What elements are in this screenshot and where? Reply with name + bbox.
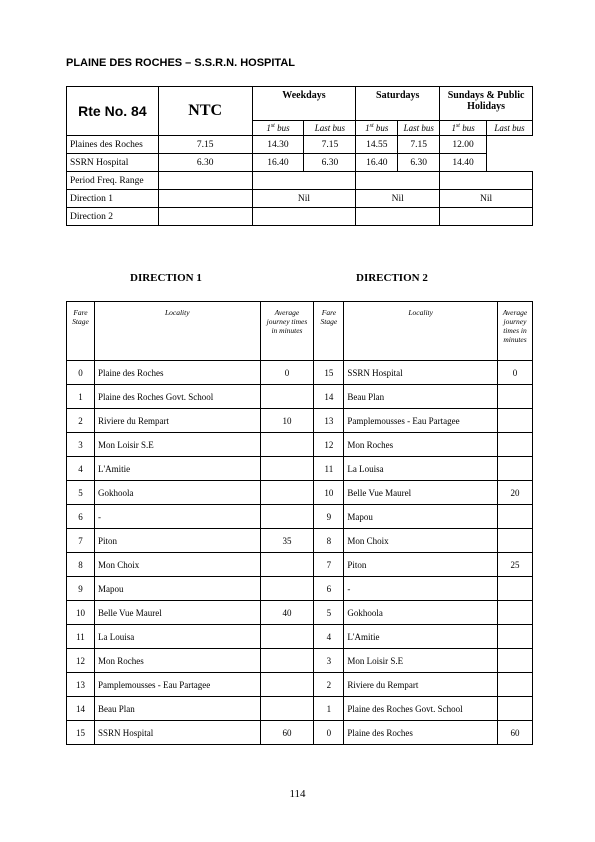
fare-stage-1: 14	[67, 697, 95, 721]
weekdays-header: Weekdays	[252, 87, 356, 121]
locality-1: -	[94, 505, 260, 529]
fare-stage-2: 3	[314, 649, 344, 673]
direction2-label: Direction 2	[67, 208, 159, 226]
time-cell: 12.00	[440, 136, 487, 154]
fare-stage-1: 12	[67, 649, 95, 673]
avg-time-2	[497, 673, 532, 697]
avg-time-2	[497, 505, 532, 529]
locality-2: Gokhoola	[344, 601, 498, 625]
locality-2: Piton	[344, 553, 498, 577]
first-bus-num: 1	[451, 123, 456, 133]
table-row	[67, 601, 533, 625]
locality-2: Riviere du Rempart	[344, 673, 498, 697]
timetable	[66, 86, 533, 226]
table-row	[67, 385, 533, 409]
time-cell: 7.15	[304, 136, 356, 154]
locality-2: Beau Plan	[344, 385, 498, 409]
time-cell: 14.30	[252, 136, 304, 154]
fare-stage-2: 9	[314, 505, 344, 529]
locality-2: La Louisa	[344, 457, 498, 481]
fare-stage-1: 10	[67, 601, 95, 625]
avg-time-1: 0	[260, 361, 314, 385]
avg-time-1	[260, 433, 314, 457]
fare-stage-1: 13	[67, 673, 95, 697]
last-bus-header: Last bus	[304, 121, 356, 136]
locality-1: La Louisa	[94, 625, 260, 649]
saturdays-header: Saturdays	[356, 87, 440, 121]
locality-2: Mon Choix	[344, 529, 498, 553]
time-cell: 6.30	[158, 154, 252, 172]
avg-time-1	[260, 385, 314, 409]
route-number: Rte No. 84	[67, 87, 159, 136]
locality-1: Piton	[94, 529, 260, 553]
fare-stage-2: 7	[314, 553, 344, 577]
fare-stage-2: 13	[314, 409, 344, 433]
avg-time-2: 25	[497, 553, 532, 577]
locality-2: -	[344, 577, 498, 601]
avg-time-1: 40	[260, 601, 314, 625]
locality-1: Plaine des Roches Govt. School	[94, 385, 260, 409]
avg-time-1	[260, 505, 314, 529]
table-row	[67, 457, 533, 481]
avg-time-1	[260, 697, 314, 721]
first-bus-sup: st	[369, 123, 374, 129]
avg-time-1	[260, 649, 314, 673]
fare-stage-header-1: Fare Stage	[67, 302, 95, 361]
fare-stage-2: 0	[314, 721, 344, 745]
locality-1: L'Amitie	[94, 457, 260, 481]
operator-name: NTC	[158, 87, 252, 136]
locality-2: Pamplemousses - Eau Partagee	[344, 409, 498, 433]
locality-2: Mon Loisir S.E	[344, 649, 498, 673]
schedule-row	[67, 154, 533, 172]
avg-time-2	[497, 385, 532, 409]
schedule-body	[67, 136, 533, 172]
fare-stage-1: 5	[67, 481, 95, 505]
locality-1: Mon Loisir S.E	[94, 433, 260, 457]
locality-1: Gokhoola	[94, 481, 260, 505]
table-row	[67, 577, 533, 601]
avg-time-1	[260, 673, 314, 697]
page-title: PLAINE DES ROCHES – S.S.R.N. HOSPITAL	[66, 57, 295, 69]
first-bus-word: bus	[373, 123, 389, 133]
fare-stage-2: 10	[314, 481, 344, 505]
avg-time-1: 35	[260, 529, 314, 553]
avg-time-1	[260, 625, 314, 649]
period-label: Period Freq. Range	[67, 172, 159, 190]
stop-name: SSRN Hospital	[67, 154, 159, 172]
sundays-header: Sundays & Public Holidays	[440, 87, 533, 121]
time-cell: 6.30	[398, 154, 440, 172]
locality-1: Mon Choix	[94, 553, 260, 577]
first-bus-num: 1	[266, 123, 271, 133]
direction1-heading: DIRECTION 1	[130, 272, 202, 284]
avg-time-2	[497, 433, 532, 457]
stage-body	[67, 361, 533, 745]
locality-1: Beau Plan	[94, 697, 260, 721]
direction1-label: Direction 1	[67, 190, 159, 208]
avg-time-2	[497, 529, 532, 553]
fare-stage-1: 8	[67, 553, 95, 577]
fare-stage-2: 5	[314, 601, 344, 625]
avg-time-1: 60	[260, 721, 314, 745]
fare-stage-1: 7	[67, 529, 95, 553]
first-bus-word: bus	[459, 123, 475, 133]
table-row	[67, 553, 533, 577]
locality-header-1: Locality	[94, 302, 260, 361]
time-cell: 16.40	[356, 154, 398, 172]
fare-stage-1: 1	[67, 385, 95, 409]
locality-2: Mapou	[344, 505, 498, 529]
table-row	[67, 481, 533, 505]
fare-stage-1: 2	[67, 409, 95, 433]
avg-time-2	[497, 649, 532, 673]
locality-1: Belle Vue Maurel	[94, 601, 260, 625]
table-row	[67, 409, 533, 433]
fare-stage-1: 3	[67, 433, 95, 457]
table-row	[67, 433, 533, 457]
fare-stage-1: 9	[67, 577, 95, 601]
locality-1: Pamplemousses - Eau Partagee	[94, 673, 260, 697]
dir1-weekdays: Nil	[252, 190, 356, 208]
table-row	[67, 625, 533, 649]
time-cell: 6.30	[304, 154, 356, 172]
locality-1: Mon Roches	[94, 649, 260, 673]
avg-time-1	[260, 481, 314, 505]
time-cell: 7.15	[398, 136, 440, 154]
fare-stage-2: 8	[314, 529, 344, 553]
avg-time-2	[497, 697, 532, 721]
fare-stage-2: 2	[314, 673, 344, 697]
fare-stage-2: 4	[314, 625, 344, 649]
last-bus-header: Last bus	[398, 121, 440, 136]
page-number: 114	[289, 788, 306, 800]
fare-stage-2: 14	[314, 385, 344, 409]
first-bus-sup: st	[270, 123, 275, 129]
avg-time-1: 10	[260, 409, 314, 433]
fare-stage-2: 1	[314, 697, 344, 721]
stop-name: Plaines des Roches	[67, 136, 159, 154]
avg-time-2: 60	[497, 721, 532, 745]
time-cell: 7.15	[158, 136, 252, 154]
fare-stage-2: 11	[314, 457, 344, 481]
first-bus-num: 1	[365, 123, 370, 133]
first-bus-header	[356, 121, 398, 136]
last-bus-header: Last bus	[487, 121, 533, 136]
avg-time-2	[497, 601, 532, 625]
fare-stage-1: 4	[67, 457, 95, 481]
first-bus-header	[440, 121, 487, 136]
avg-time-1	[260, 553, 314, 577]
avg-time-1	[260, 457, 314, 481]
time-cell: 14.40	[440, 154, 487, 172]
table-row	[67, 361, 533, 385]
avg-time-2: 0	[497, 361, 532, 385]
table-row	[67, 673, 533, 697]
locality-2: Plaine des Roches	[344, 721, 498, 745]
dir1-saturdays: Nil	[356, 190, 440, 208]
avg-time-2	[497, 409, 532, 433]
fare-stage-header-2: Fare Stage	[314, 302, 344, 361]
time-cell: 16.40	[252, 154, 304, 172]
first-bus-header	[252, 121, 304, 136]
fare-stage-1: 0	[67, 361, 95, 385]
locality-1: Riviere du Rempart	[94, 409, 260, 433]
locality-2: Mon Roches	[344, 433, 498, 457]
avg-time-2	[497, 625, 532, 649]
fare-stage-1: 15	[67, 721, 95, 745]
avg-time-header-1: Average journey times in minutes	[260, 302, 314, 361]
avg-time-1	[260, 577, 314, 601]
table-row	[67, 697, 533, 721]
fare-stage-1: 11	[67, 625, 95, 649]
locality-2: Plaine des Roches Govt. School	[344, 697, 498, 721]
table-row	[67, 649, 533, 673]
locality-1: Mapou	[94, 577, 260, 601]
schedule-row	[67, 136, 533, 154]
locality-1: SSRN Hospital	[94, 721, 260, 745]
time-cell: 14.55	[356, 136, 398, 154]
table-row	[67, 721, 533, 745]
fare-stage-2: 12	[314, 433, 344, 457]
fare-stage-1: 6	[67, 505, 95, 529]
fare-stage-table	[66, 301, 533, 745]
direction2-heading: DIRECTION 2	[356, 272, 428, 284]
locality-header-2: Locality	[344, 302, 498, 361]
avg-time-2	[497, 457, 532, 481]
locality-2: L'Amitie	[344, 625, 498, 649]
fare-stage-2: 15	[314, 361, 344, 385]
avg-time-2: 20	[497, 481, 532, 505]
locality-2: SSRN Hospital	[344, 361, 498, 385]
table-row	[67, 529, 533, 553]
locality-1: Plaine des Roches	[94, 361, 260, 385]
fare-stage-2: 6	[314, 577, 344, 601]
avg-time-2	[497, 577, 532, 601]
locality-2: Belle Vue Maurel	[344, 481, 498, 505]
table-row	[67, 505, 533, 529]
avg-time-header-2: Average journey times in minutes	[497, 302, 532, 361]
dir1-sundays: Nil	[440, 190, 533, 208]
first-bus-sup: st	[455, 123, 460, 129]
first-bus-word: bus	[274, 123, 290, 133]
